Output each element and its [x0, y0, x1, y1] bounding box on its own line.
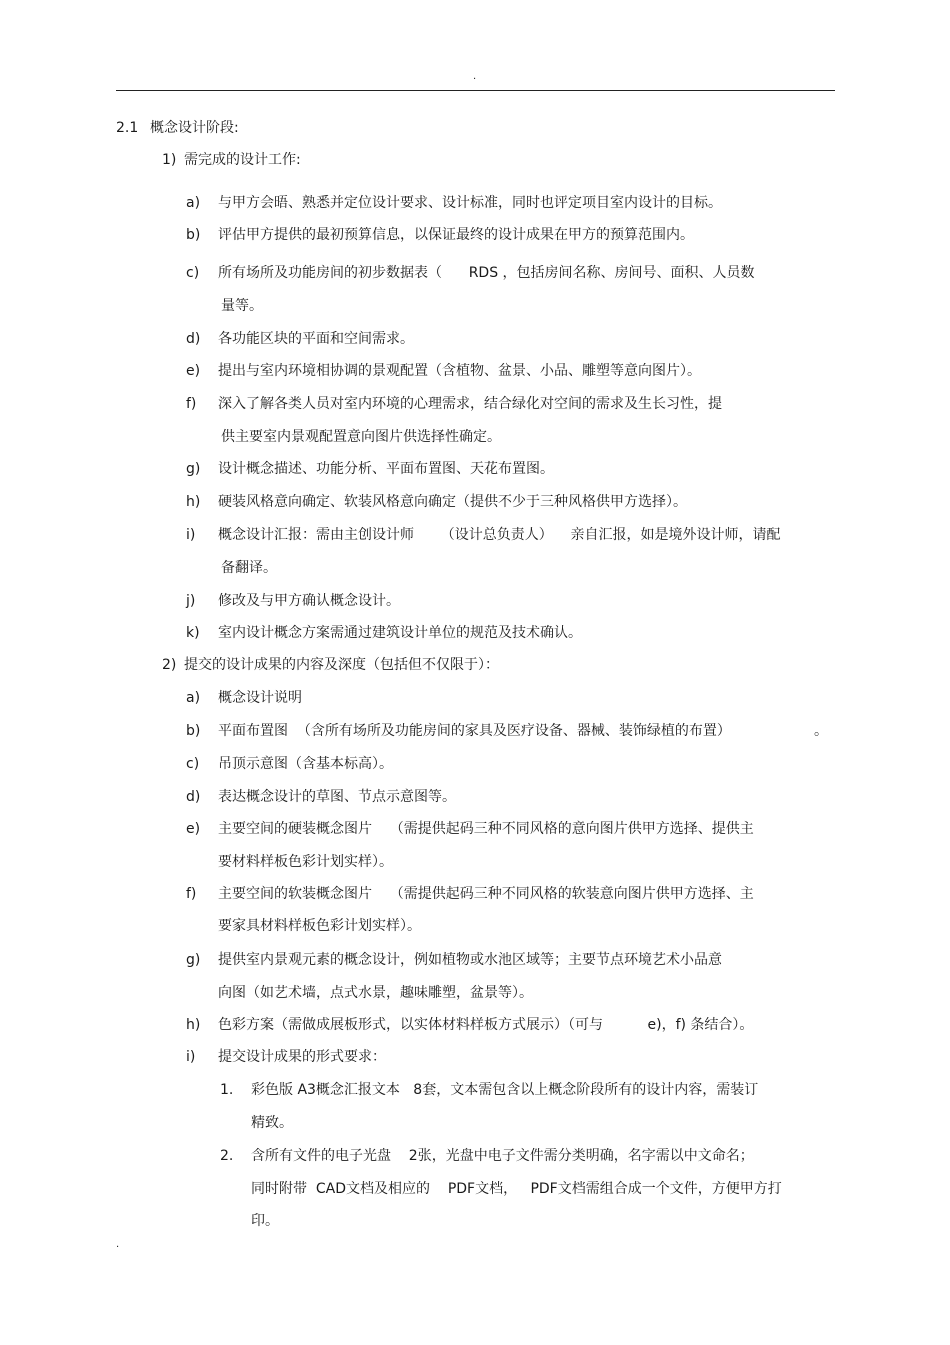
- item-marker: e): [186, 363, 201, 379]
- header-rule: [116, 90, 835, 91]
- item-marker: d): [186, 331, 201, 347]
- part1-title: 需完成的设计工作:: [184, 152, 301, 168]
- item-text: 深入了解各类人员对室内环境的心理需求，结合绿化对空间的需求及生长习性，提: [218, 396, 722, 412]
- numbered-text-continued: 精致。: [251, 1115, 293, 1131]
- numbered-marker: 2.: [220, 1148, 234, 1164]
- item-text: 室内设计概念方案需通过建筑设计单位的规范及技术确认。: [218, 625, 582, 641]
- item-marker: i): [186, 1049, 196, 1065]
- item-text: 各功能区块的平面和空间需求。: [218, 331, 414, 347]
- item-text: 设计概念描述、功能分析、平面布置图、天花布置图。: [218, 461, 554, 477]
- item-marker: b): [186, 723, 201, 739]
- numbered-marker: 1.: [220, 1082, 234, 1098]
- item-text: 提交设计成果的形式要求：: [218, 1049, 386, 1065]
- item-marker: c): [186, 265, 200, 281]
- page-top-mark: .: [473, 71, 477, 82]
- item-text: 色彩方案（需做成展板形式，以实体材料样板方式展示）（可与 e)，f) 条结合）。: [218, 1017, 754, 1033]
- item-text-continued: 要家具材料样板色彩计划实样）。: [218, 918, 421, 934]
- item-text: 提出与室内环境相协调的景观配置（含植物、盆景、小品、雕塑等意向图片）。: [218, 363, 701, 379]
- item-text-continued: 向图（如艺术墙，点式水景，趣味雕塑，盆景等）。: [218, 985, 533, 1001]
- item-marker: e): [186, 821, 201, 837]
- item-marker: h): [186, 494, 201, 510]
- item-text-continued: 要材料样板色彩计划实样）。: [218, 854, 393, 870]
- item-text-continued: 量等。: [221, 298, 263, 314]
- numbered-text: 彩色版 A3概念汇报文本 8套，文本需包含以上概念阶段所有的设计内容，需装订: [251, 1082, 759, 1098]
- item-text: 评估甲方提供的最初预算信息，以保证最终的设计成果在甲方的预算范围内。: [218, 227, 694, 243]
- item-marker: j): [186, 593, 196, 609]
- item-text: 平面布置图 （含所有场所及功能房间的家具及医疗设备、器械、装饰绿植的布置）: [218, 723, 731, 739]
- part2-title: 提交的设计成果的内容及深度（包括但不仅限于）：: [184, 657, 499, 673]
- item-marker: g): [186, 461, 201, 477]
- item-text: 硬装风格意向确定、软装风格意向确定（提供不少于三种风格供甲方选择）。: [218, 494, 687, 510]
- item-text: 概念设计汇报：需由主创设计师 （设计总负责人） 亲自汇报，如是境外设计师，请配: [218, 527, 781, 543]
- numbered-text: 含所有文件的电子光盘 2张，光盘中电子文件需分类明确，名字需以中文命名；: [251, 1148, 754, 1164]
- item-marker: a): [186, 195, 201, 211]
- item-marker: h): [186, 1017, 201, 1033]
- page-bottom-mark: .: [116, 1239, 120, 1250]
- section-number: 2.1: [116, 120, 139, 136]
- item-marker: f): [186, 886, 197, 902]
- item-text: 主要空间的硬装概念图片 （需提供起码三种不同风格的意向图片供甲方选择、提供主: [218, 821, 754, 837]
- item-marker: g): [186, 952, 201, 968]
- item-marker: b): [186, 227, 201, 243]
- section-title: 概念设计阶段:: [150, 120, 239, 136]
- item-marker: f): [186, 396, 197, 412]
- numbered-text-continued: 同时附带 CAD文档及相应的 PDF文档， PDF文档需组合成一个文件，方便甲方打: [251, 1181, 782, 1197]
- item-text: 吊顶示意图（含基本标高）。: [218, 756, 393, 772]
- item-marker: c): [186, 756, 200, 772]
- numbered-text-continued: 印。: [251, 1213, 279, 1229]
- item-text: 概念设计说明: [218, 690, 302, 706]
- item-tail: 。: [814, 723, 828, 739]
- item-text: 主要空间的软装概念图片 （需提供起码三种不同风格的软装意向图片供甲方选择、主: [218, 886, 754, 902]
- item-text: 表达概念设计的草图、节点示意图等。: [218, 789, 456, 805]
- part2-marker: 2): [162, 657, 177, 673]
- item-text: 提供室内景观元素的概念设计，例如植物或水池区域等；主要节点环境艺术小品意: [218, 952, 722, 968]
- item-text-continued: 备翻译。: [221, 560, 277, 576]
- item-text-continued: 供主要室内景观配置意向图片供选择性确定。: [221, 429, 501, 445]
- item-marker: a): [186, 690, 201, 706]
- item-text: 所有场所及功能房间的初步数据表（ RDS ，包括房间名称、房间号、面积、人员数: [218, 265, 755, 281]
- item-text: 与甲方会晤、熟悉并定位设计要求、设计标准，同时也评定项目室内设计的目标。: [218, 195, 722, 211]
- item-text: 修改及与甲方确认概念设计。: [218, 593, 400, 609]
- item-marker: d): [186, 789, 201, 805]
- item-marker: k): [186, 625, 200, 641]
- part1-marker: 1): [162, 152, 177, 168]
- item-marker: i): [186, 527, 196, 543]
